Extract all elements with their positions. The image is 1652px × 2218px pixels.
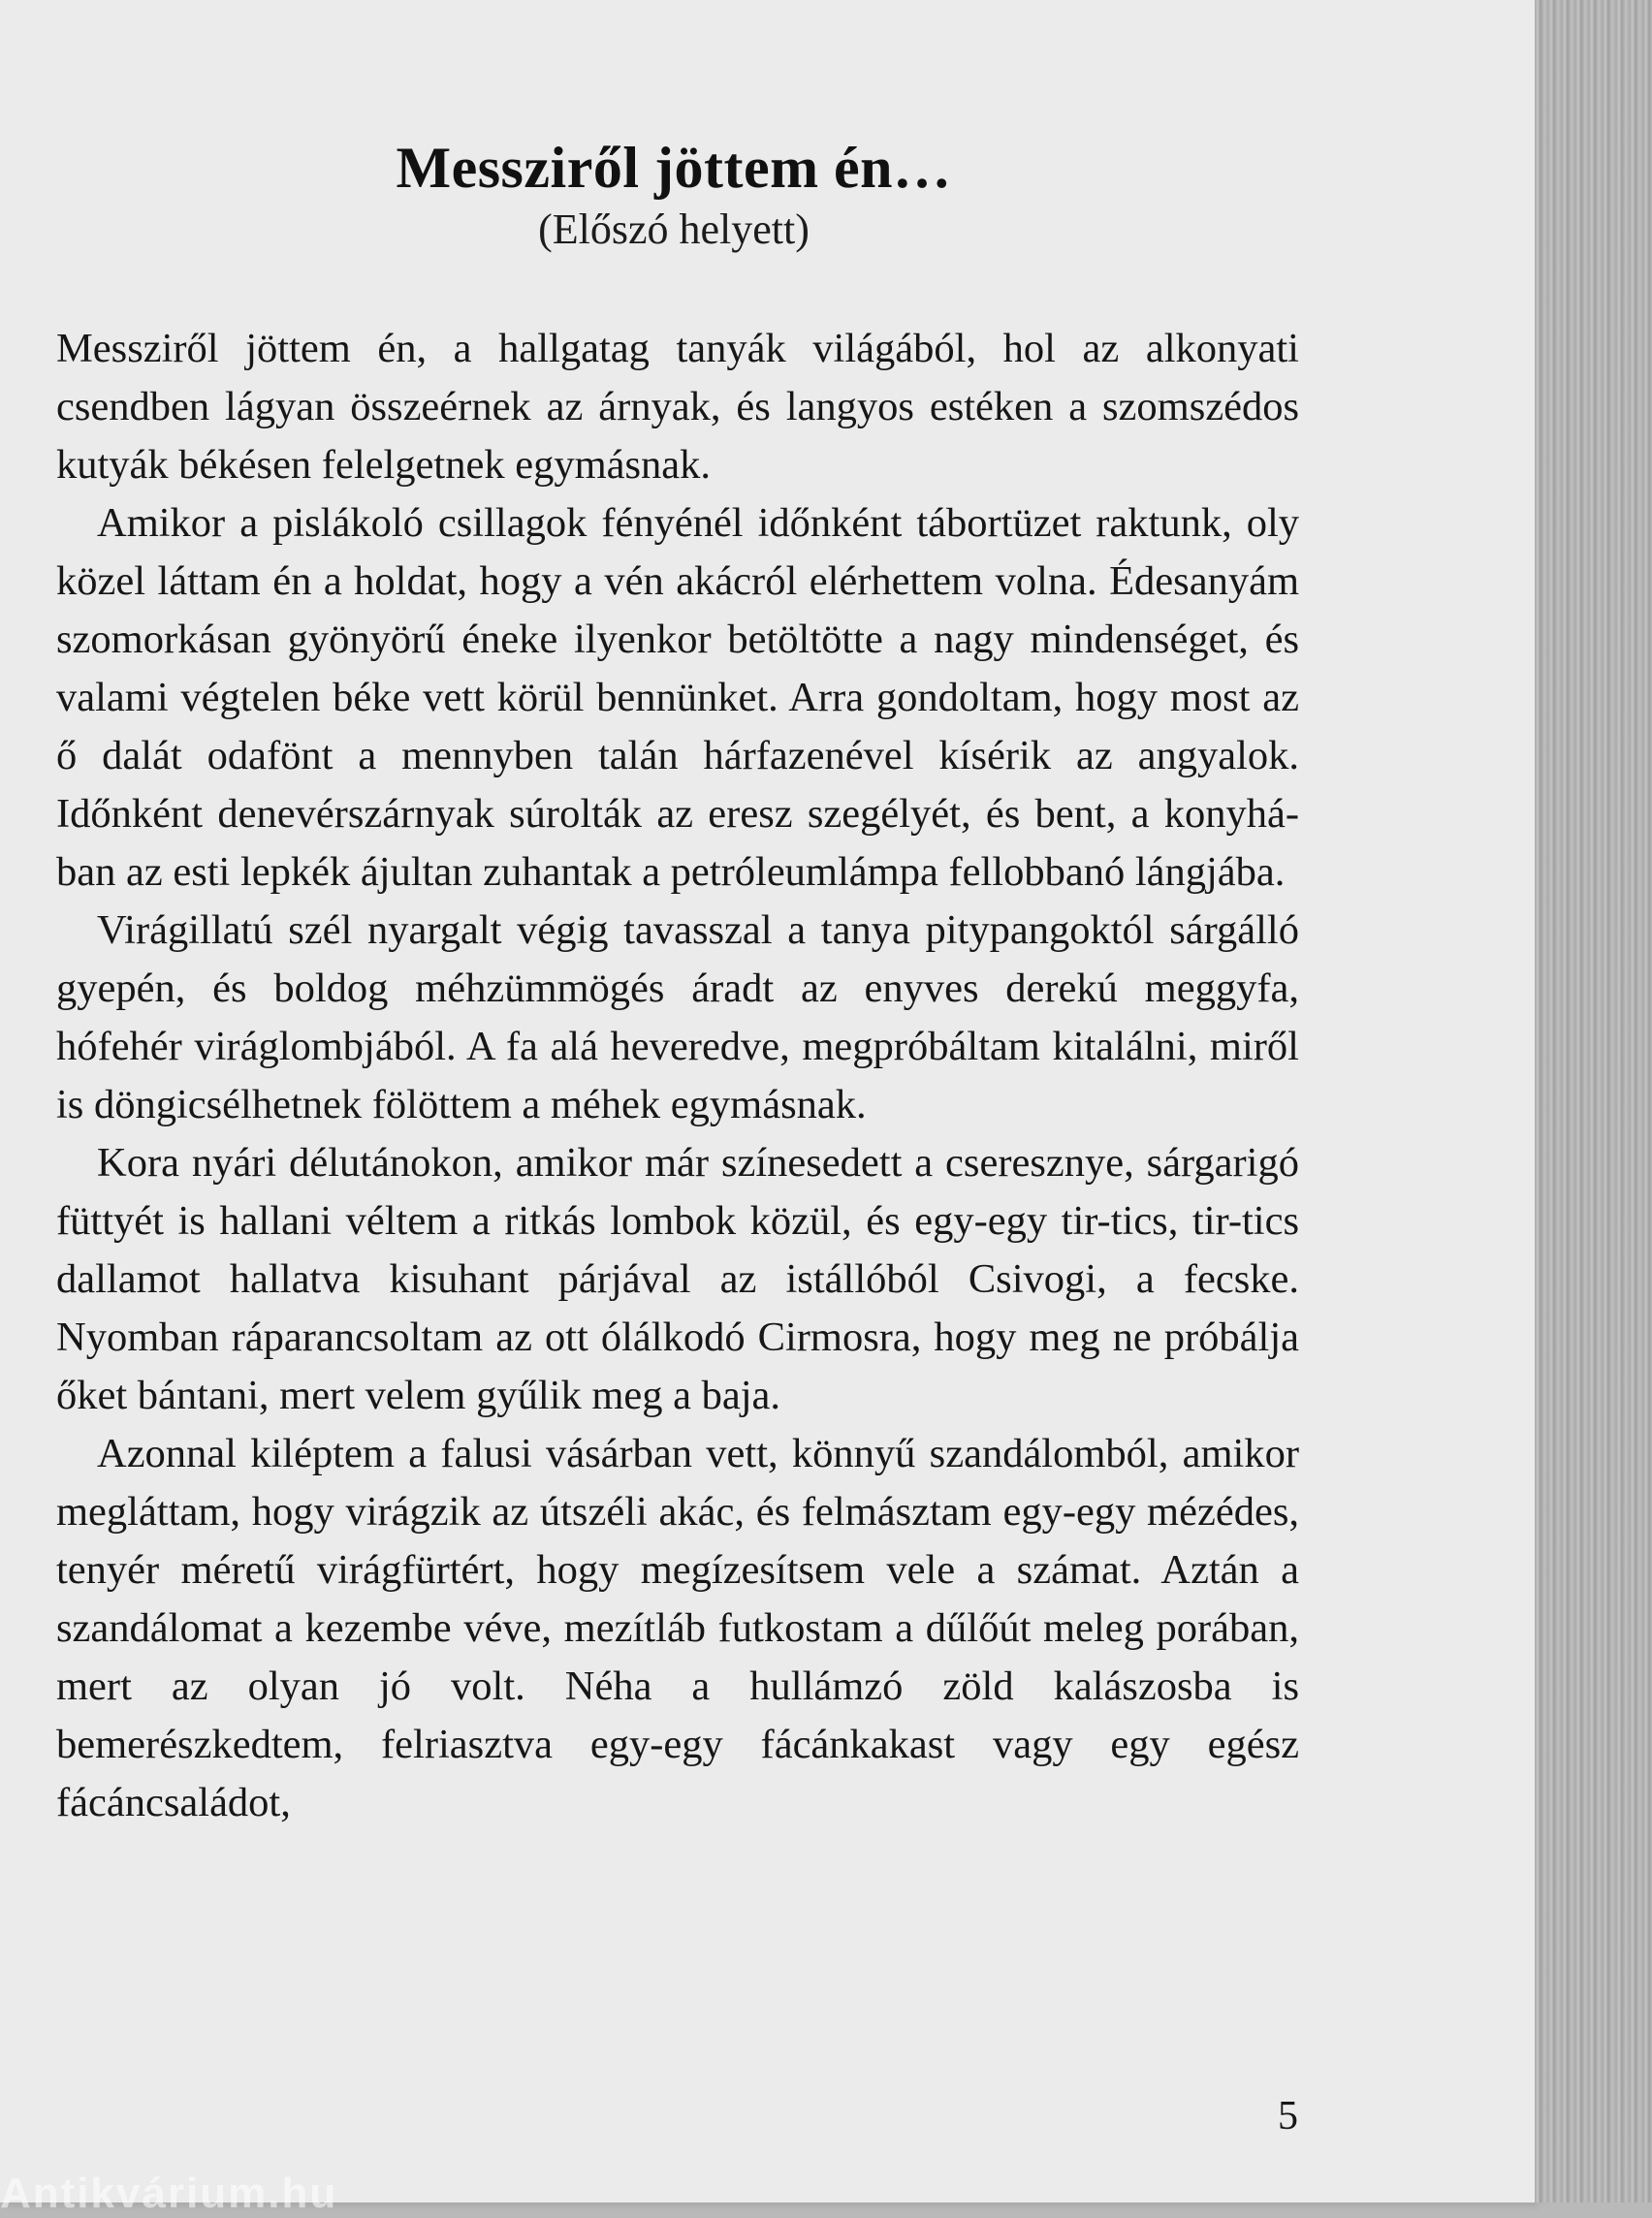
paragraph-1: Messziről jöttem én, a hallgatag tanyák világából, hol az alkonyati csendben lágyan összeérnek az árnyak, és langyos estéken a szomszédos kutyák békésen felelgetnek egymásnak. — [56, 326, 1299, 488]
page-stack-edge — [1535, 0, 1652, 2202]
watermark: Antikvárium.hu — [0, 2170, 338, 2217]
paragraph-3: Virágillatú szél nyargalt végig tavasszal a tanya pitypangoktól sárgálló gyepén, és boldog méhzümmögés áradt az enyves derekú meggyfa, hófehér viráglombjából. A fa alá heveredve, megpróbáltam kitalálni, miről is döngicsélhetnek fölöttem a méhek egymásnak. — [56, 907, 1299, 1127]
page-number: 5 — [1278, 2094, 1298, 2139]
paragraph-2: Amikor a pislákoló csillagok fényénél időnként tábortüzet raktunk, oly közel láttam én a holdat, hogy a vén akácról elérhettem volna. Édesanyám szomorkásan gyönyörű éneke ilyenkor betöltötte a nagy mindenséget, és valami végtelen béke vett körül bennünket. Arra gondoltam, hogy most az ő dalát odafönt a mennyben talán hárfazenével kísérik az angyalok. Időnként denevérszárnyak súrolták az eresz szegélyét, és bent, a konyhában az esti lepkék ájultan zuhantak a petróleumlámpa fellobbanó lángjába. — [56, 500, 1299, 895]
body-text — [56, 320, 1299, 1832]
chapter-subtitle: (Előszó helyett) — [538, 206, 810, 253]
chapter-title: Messziről jöttem én… — [396, 136, 952, 200]
paragraph-5: Azonnal kiléptem a falusi vásárban vett, könnyű szandálomból, amikor megláttam, hogy virágzik az útszéli akác, és felmásztam egy-egy mézédes, tenyér méretű virágfürtért, hogy megízesítsem vele a számat. Aztán a szandálomat a kezembe véve, mezítláb futkostam a dűlőút meleg porában, mert az olyan jó volt. Néha a hullámzó zöld kalászosba is bemerészkedtem, felriasztva egy-egy fácánkakast vagy egy egész fácáncsaládot, — [56, 1431, 1299, 1825]
paragraph-4: Kora nyári délutánokon, amikor már színesedett a cseresznye, sárgarigó füttyét is hallani véltem a ritkás lombok közül, és egy-egy tir-tics, tir-tics dallamot hallatva kisuhant párjával az istállóból Csivogi, a fecske. Nyomban ráparancsoltam az ott ólálkodó Cirmosra, hogy meg ne próbálja őket bántani, mert velem gyűlik meg a baja. — [56, 1140, 1299, 1418]
